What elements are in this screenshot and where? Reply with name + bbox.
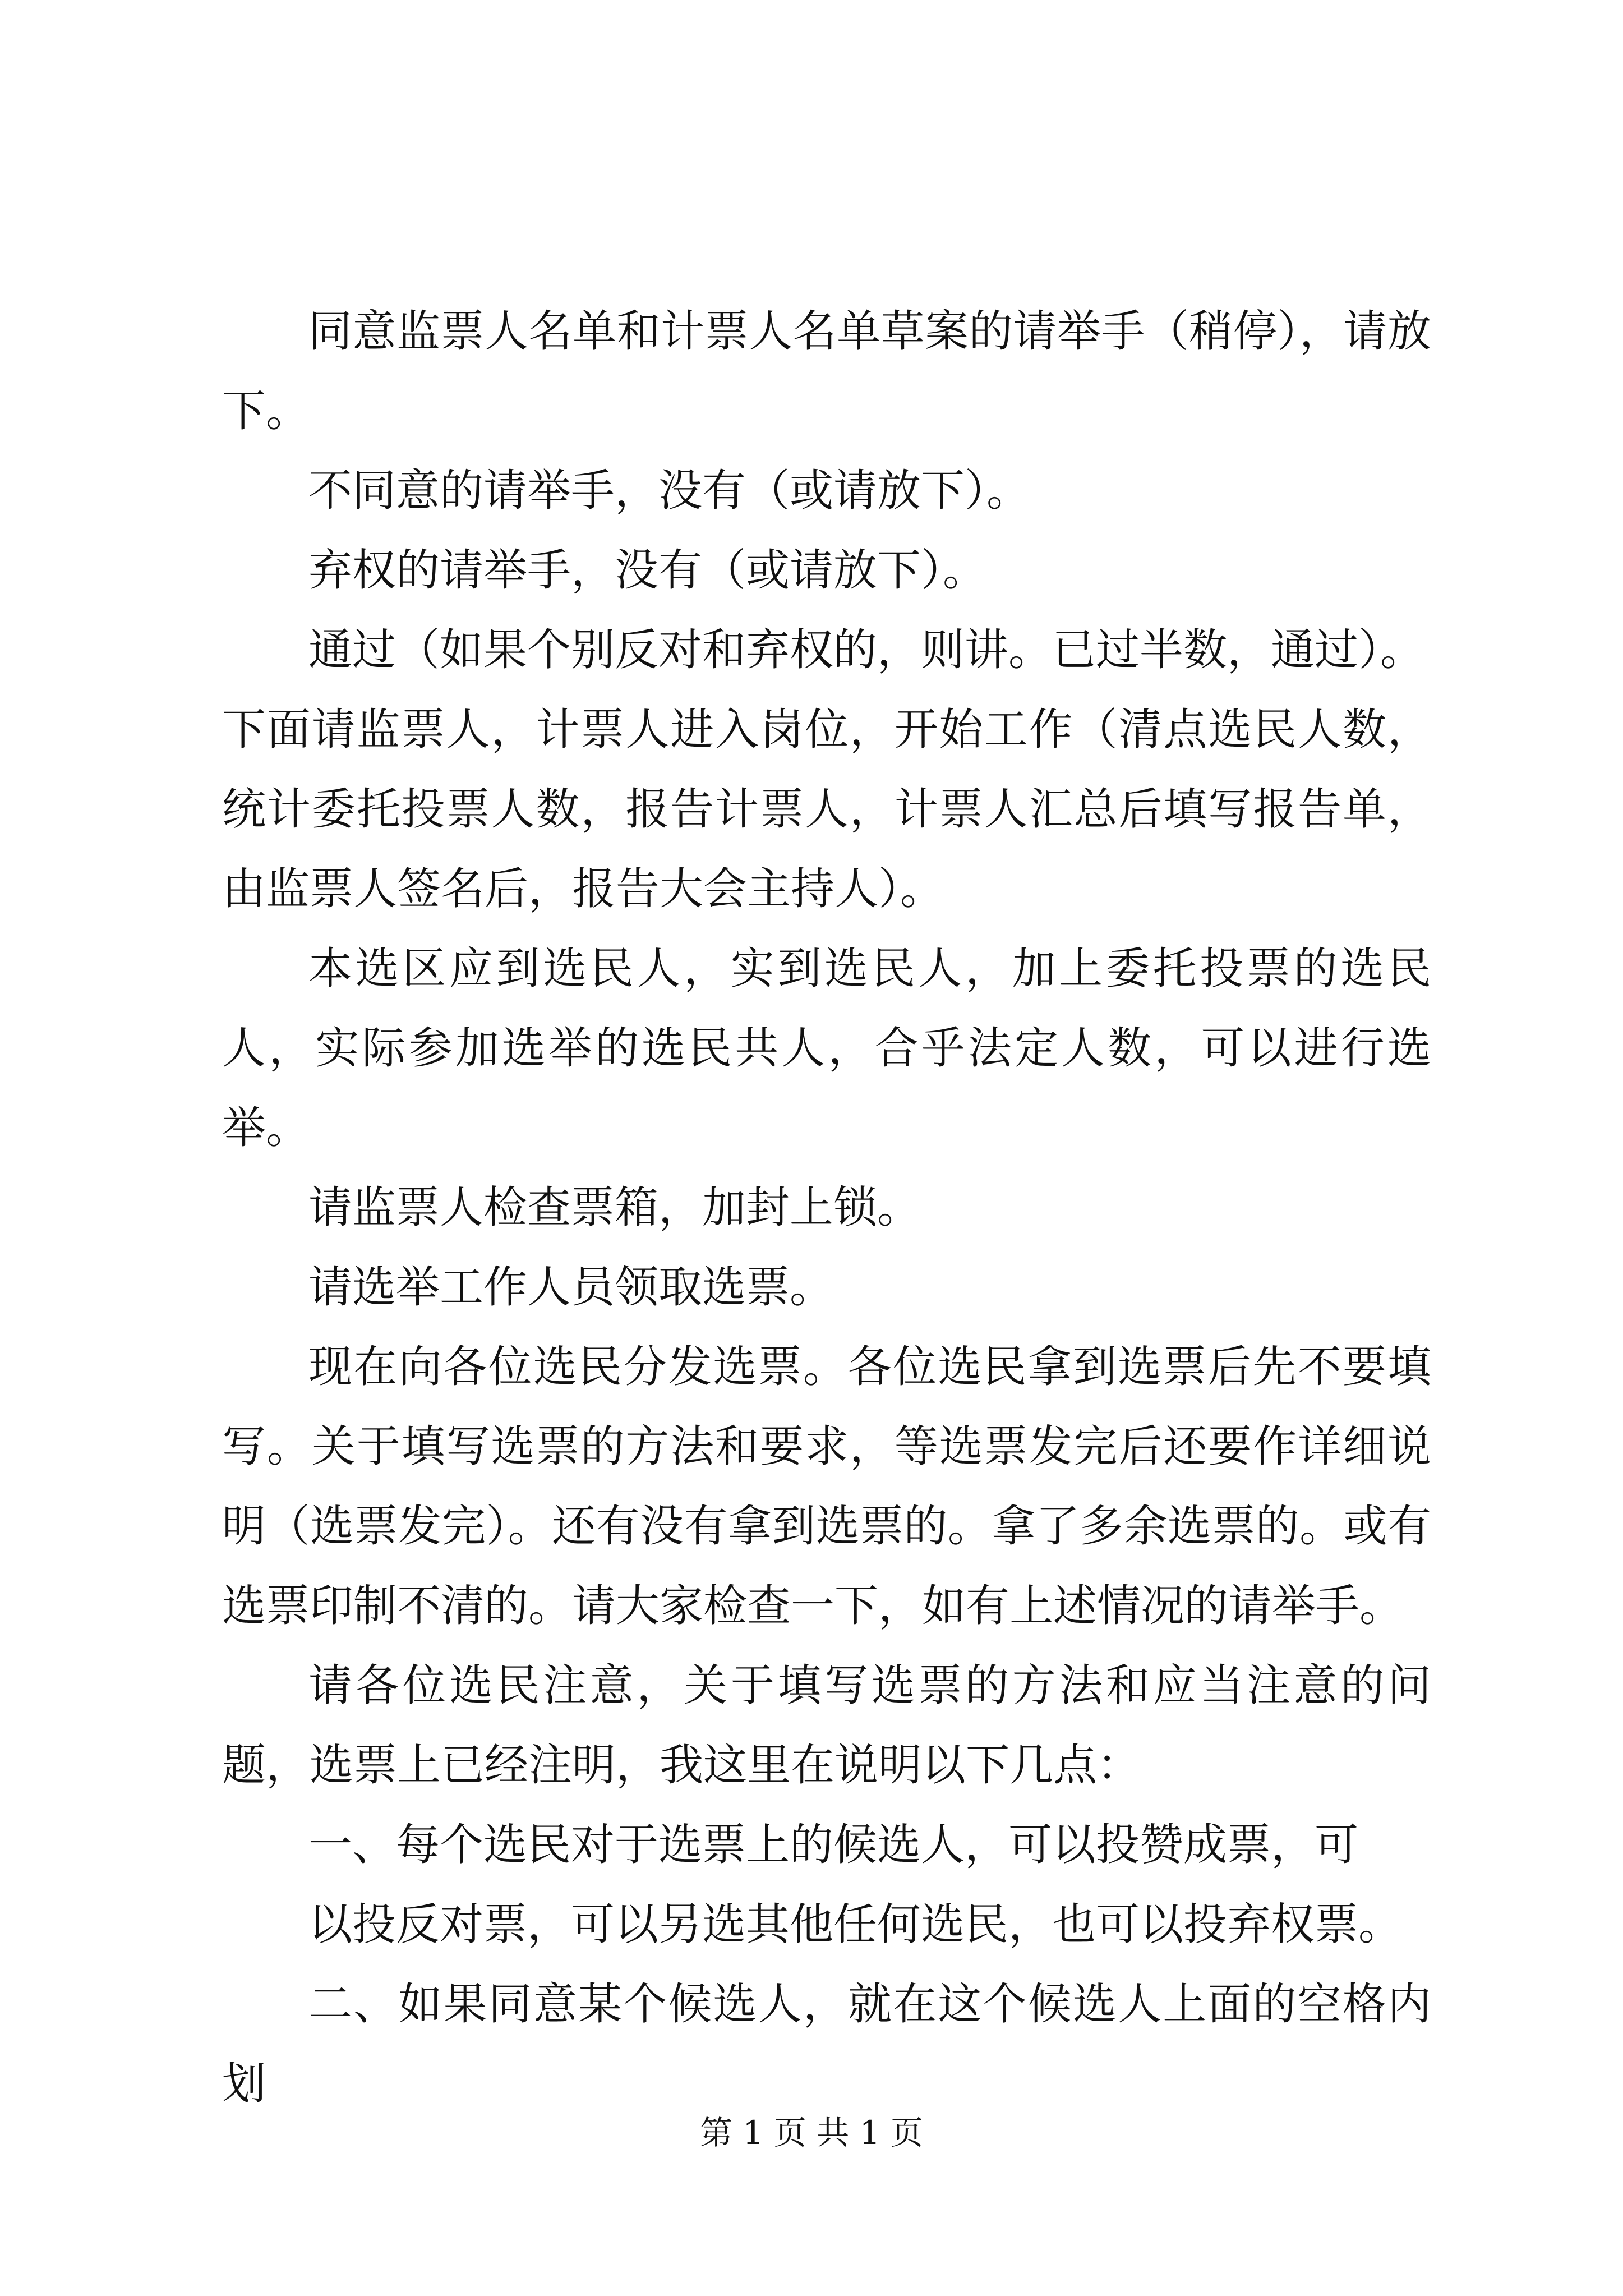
paragraph-11: 一、每个选民对于选票上的候选人，可以投赞成票，可 <box>308 1820 1359 1870</box>
paragraph-10: 请各位选民注意，关于填写选票的方法和应当注意的问题，选票上已经注明，我这里在说明以下几点： <box>222 1660 1431 1791</box>
paragraph-3: 弃权的请举手，没有（或请放下）。 <box>308 545 987 596</box>
paragraph-2: 不同意的请举手，没有（或请放下）。 <box>308 466 1031 516</box>
paragraph-13: 二、如果同意某个候选人，就在这个候选人上面的空格内划 <box>222 1979 1431 2109</box>
page-footer: 第 1 页 共 1 页 <box>700 2114 923 2152</box>
document-body <box>222 292 1431 2124</box>
paragraph-9: 现在向各位选民分发选票。各位选民拿到选票后先不要填写。关于填写选票的方法和要求，等选票发完后还要作详细说明（选票发完）。还有没有拿到选票的。拿了多余选票的。或有选票印制不清的。请大家检查一下，如有上述情况的请举手。 <box>222 1342 1431 1631</box>
paragraph-12: 以投反对票，可以另选其他任何选民，也可以投弃权票。 <box>308 1899 1403 1950</box>
paragraph-4: 通过（如果个别反对和弃权的，则讲。已过半数，通过）。 <box>308 625 1424 675</box>
paragraph-8: 请选举工作人员领取选票。 <box>308 1262 834 1313</box>
paragraph-5: 下面请监票人，计票人进入岗位，开始工作（清点选民人数，统计委托投票人数，报告计票人，计票人汇总后填写报告单，由监票人签名后，报告大会主持人）。 <box>222 705 1431 914</box>
paragraph-7: 请监票人检查票箱，加封上锁。 <box>308 1182 921 1233</box>
paragraph-1: 同意监票人名单和计票人名单草案的请举手（稍停），请放下。 <box>222 306 1431 436</box>
paragraph-6: 本选区应到选民人，实到选民人，加上委托投票的选民人，实际参加选举的选民共人，合乎法定人数，可以进行选举。 <box>222 944 1431 1153</box>
